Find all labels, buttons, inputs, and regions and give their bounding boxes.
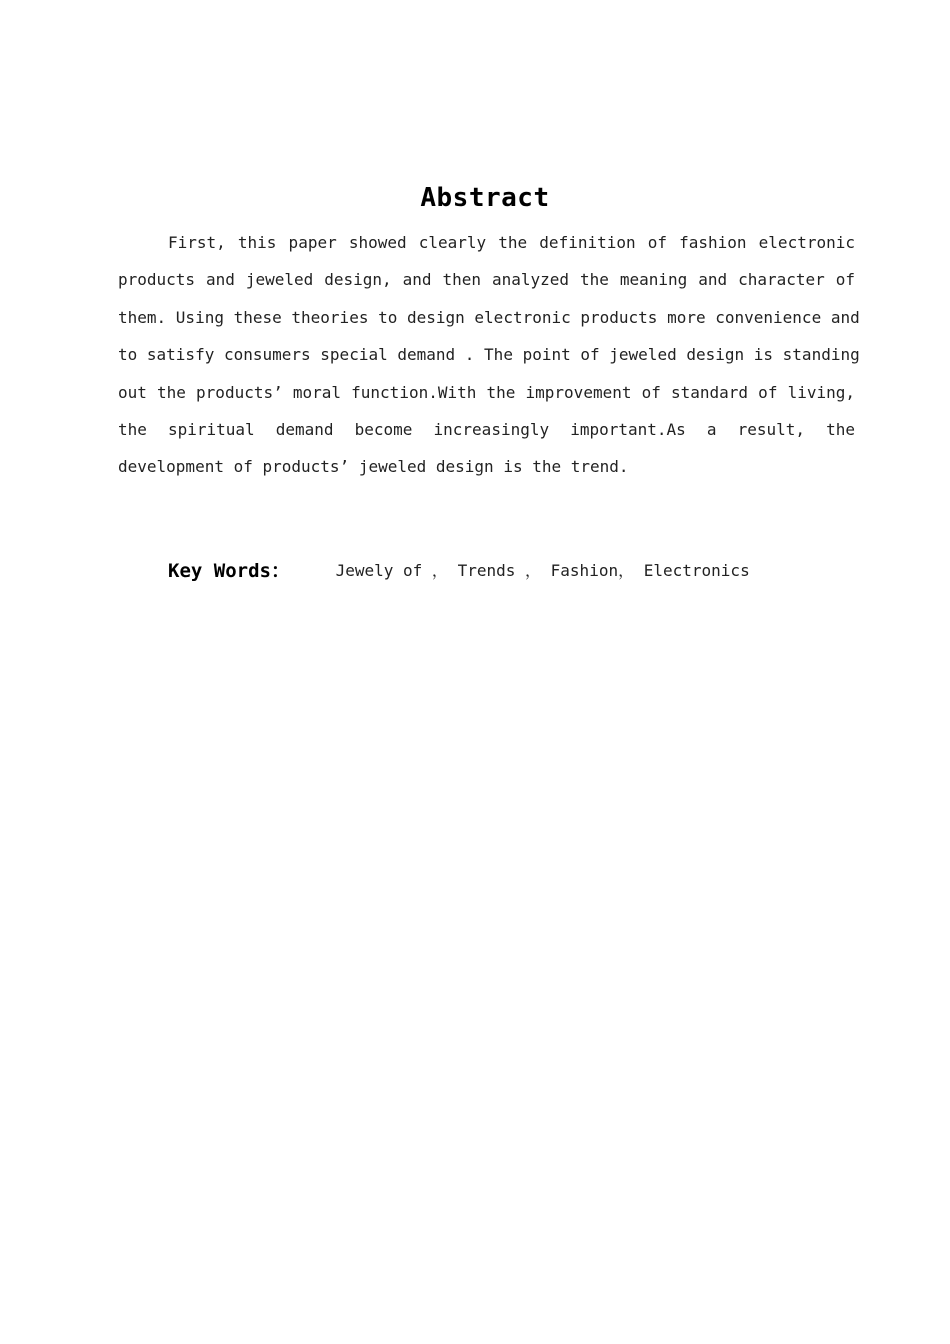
keyword-separator: ， xyxy=(618,561,644,580)
keyword-item: Trends xyxy=(457,561,516,580)
keyword-item: Fashion xyxy=(550,561,619,580)
abstract-line: the spiritual demand become increasingly important.As a result, the xyxy=(118,419,855,439)
keywords-row xyxy=(168,556,750,586)
abstract-line: First, this paper showed clearly the definition of fashion electronic xyxy=(168,233,855,252)
abstract-line: out the products’ moral function.With the improvement of standard of living, xyxy=(118,382,855,402)
keywords-label: Key Words： xyxy=(168,560,290,582)
abstract-line: to satisfy consumers special demand . The point of jeweled design is standing xyxy=(118,345,860,365)
abstract-title: Abstract xyxy=(420,183,550,213)
keyword-item: Electronics xyxy=(643,561,750,580)
abstract-body xyxy=(118,224,860,486)
abstract-line: products and jeweled design, and then analyzed the meaning and character of xyxy=(118,270,855,290)
keyword-separator: ， xyxy=(515,561,551,580)
keyword-separator: ， xyxy=(422,561,458,580)
keyword-item: Jewely of xyxy=(335,561,423,580)
keywords-list xyxy=(336,556,750,586)
abstract-line: development of products’ jeweled design is the trend. xyxy=(118,457,629,477)
abstract-line: them. Using these theories to design electronic products more convenience and xyxy=(118,307,860,327)
